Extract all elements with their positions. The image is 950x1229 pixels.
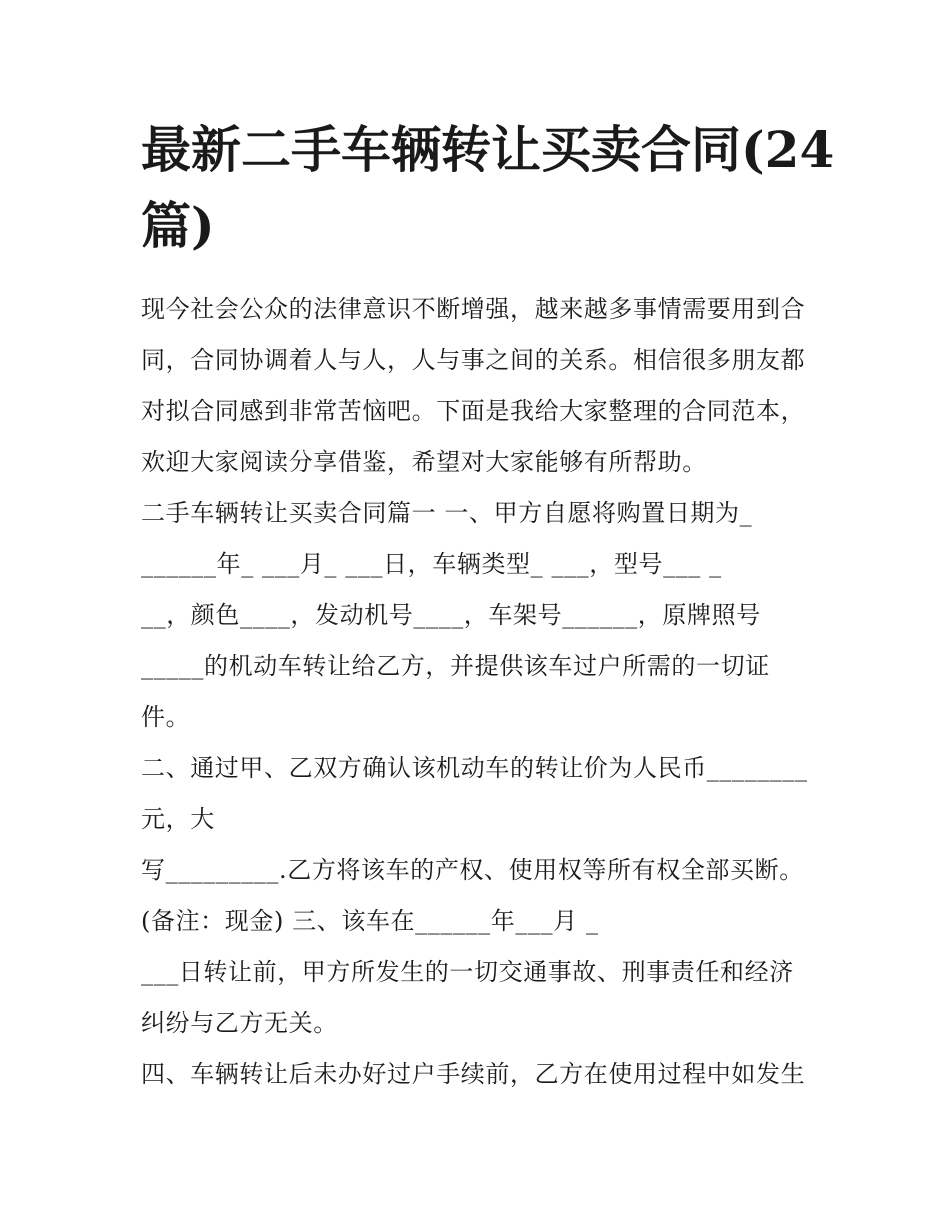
body-line: 纠纷与乙方无关。 bbox=[141, 1009, 338, 1037]
body-line: ______年_ ___月_ ___日，车辆类型_ ___，型号___ _ bbox=[141, 550, 722, 578]
title-line-1: 最新二手车辆转让买卖合同(24 bbox=[141, 120, 835, 179]
body-line: __，颜色____，发动机号____，车架号______，原牌照号 bbox=[141, 601, 761, 629]
body-line: 二、通过甲、乙双方确认该机动车的转让价为人民币________ bbox=[141, 754, 808, 782]
body-line: 四、车辆转让后未办好过户手续前，乙方在使用过程中如发生 bbox=[141, 1060, 806, 1088]
document-page bbox=[141, 112, 835, 1100]
body-line: 现今社会公众的法律意识不断增强，越来越多事情需要用到合 bbox=[141, 295, 806, 323]
body-line: 写_________.乙方将该车的产权、使用权等所有权全部买断。 bbox=[141, 856, 804, 884]
body-line: (备注：现金) 三、该车在______年___月 _ bbox=[141, 907, 599, 935]
body-line: 二手车辆转让买卖合同篇一 一、甲方自愿将购置日期为_ bbox=[141, 499, 753, 527]
body-line: 同，合同协调着人与人，人与事之间的关系。相信很多朋友都 bbox=[141, 346, 806, 374]
body-line: ___日转让前，甲方所发生的一切交通事故、刑事责任和经济 bbox=[141, 958, 794, 986]
title-line-2: 篇) bbox=[141, 196, 215, 255]
body-line: 件。 bbox=[141, 703, 191, 731]
body-line: 对拟合同感到非常苦恼吧。下面是我给大家整理的合同范本， bbox=[141, 397, 806, 425]
body-line: _____的机动车转让给乙方，并提供该车过户所需的一切证 bbox=[141, 652, 770, 680]
body-line: 元，大 bbox=[141, 805, 215, 833]
body-line: 欢迎大家阅读分享借鉴，希望对大家能够有所帮助。 bbox=[141, 448, 707, 476]
document-body bbox=[141, 284, 813, 1100]
document-title bbox=[141, 112, 835, 264]
